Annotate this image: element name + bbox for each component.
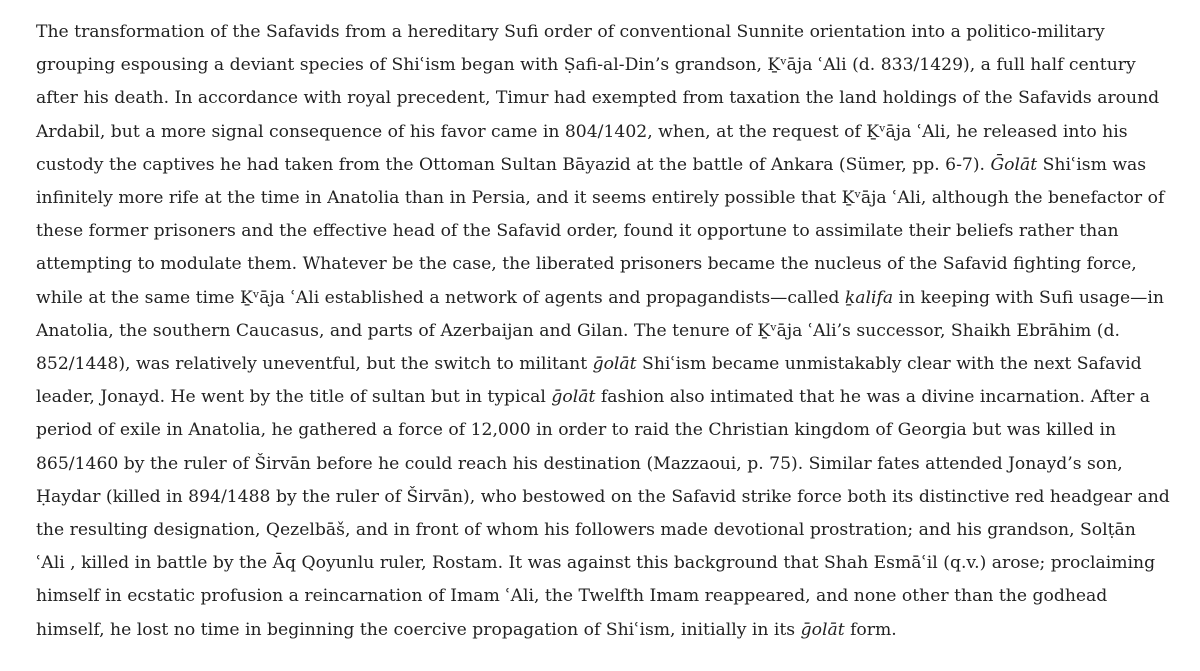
paragraph-line	[36, 315, 1176, 348]
paragraph-line	[36, 614, 1176, 647]
text-segment: infinitely more rife at the time in Anatolia than in Persia, and it seems entirely possible that Ḵᵛāja ʿAli, although the benefactor of	[36, 188, 1165, 209]
text-segment: 852/1448), was relatively uneventful, but the switch to militant	[36, 354, 593, 375]
paragraph-line	[36, 514, 1176, 547]
text-segment: the resulting designation, Qezelbāš, and in front of whom his followers made devotional prostration; and his grandson, Solṭān	[36, 520, 1136, 541]
article-paragraph	[36, 16, 1176, 647]
text-segment: The transformation of the Safavids from a hereditary Sufi order of conventional Sunnite orientation into a politico-military	[36, 22, 1105, 42]
paragraph-line	[36, 116, 1176, 149]
text-segment: Ḥaydar (killed in 894/1488 by the ruler of Širvān), who bestowed on the Safavid strike force both its distinctive red headgear and	[36, 486, 1170, 507]
text-segment: ʿAli , killed in battle by the Āq Qoyunlu ruler, Rostam. It was against this background that Shah Esmāʿil (q.v.) arose; proclaiming	[36, 553, 1156, 574]
text-segment: himself in ecstatic profusion a reincarnation of Imam ʿAli, the Twelfth Imam reappeared, and none other than the godhead	[36, 586, 1108, 607]
italic-term: Ḡolāt	[990, 154, 1038, 175]
paragraph-line	[36, 414, 1176, 447]
italic-term: ḡolāt	[551, 387, 596, 408]
italic-term: ḡolāt	[592, 354, 637, 375]
paragraph-line	[36, 282, 1176, 315]
text-segment: fashion also intimated that he was a divine incarnation. After a	[595, 387, 1151, 408]
paragraph-line	[36, 481, 1176, 514]
paragraph-line	[36, 448, 1176, 481]
text-segment: grouping espousing a deviant species of Shiʿism began with Ṣafi-al-Din’s grandson, Ḵᵛāja ʿAli (d. 833/1429), a full half century	[36, 55, 1136, 76]
text-segment: after his death. In accordance with royal precedent, Timur had exempted from taxation the land holdings of the Safavids around	[36, 88, 1160, 109]
text-segment: Shiʿism was	[1037, 154, 1147, 175]
text-segment: leader, Jonayd. He went by the title of sultan but in typical	[36, 387, 552, 408]
text-segment: himself, he lost no time in beginning the coercive propagation of Shiʿism, initially in its	[36, 619, 801, 640]
paragraph-line	[36, 82, 1176, 115]
text-segment: form.	[844, 619, 897, 640]
text-segment: custody the captives he had taken from the Ottoman Sultan Bāyazid at the battle of Ankara (Sümer, pp. 6-7).	[36, 154, 991, 175]
paragraph-line	[36, 149, 1176, 182]
text-segment: Shiʿism became unmistakably clear with the next Safavid	[636, 354, 1142, 375]
paragraph-line	[36, 182, 1176, 215]
paragraph-line	[36, 547, 1176, 580]
text-segment: period of exile in Anatolia, he gathered a force of 12,000 in order to raid the Christian kingdom of Georgia but was killed in	[36, 420, 1117, 441]
text-segment: attempting to modulate them. Whatever be the case, the liberated prisoners became the nucleus of the Safavid fighting force,	[36, 254, 1137, 275]
italic-term: ḡolāt	[800, 619, 845, 640]
paragraph-line	[36, 215, 1176, 248]
italic-term: ḵalifa	[844, 287, 894, 308]
paragraph-line	[36, 49, 1176, 82]
paragraph-line	[36, 381, 1176, 414]
text-segment: these former prisoners and the effective head of the Safavid order, found it opportune to assimilate their beliefs rather than	[36, 221, 1119, 242]
paragraph-line	[36, 348, 1176, 381]
paragraph-line	[36, 248, 1176, 281]
text-segment: 865/1460 by the ruler of Širvān before he could reach his destination (Mazzaoui, p. 75). Similar fates attended Jonayd’s son,	[36, 453, 1123, 474]
paragraph-line	[36, 16, 1176, 49]
text-segment: Ardabil, but a more signal consequence of his favor came in 804/1402, when, at the request of Ḵᵛāja ʿAli, he released into his	[36, 121, 1128, 142]
paragraph-line	[36, 580, 1176, 613]
text-segment: in keeping with Sufi usage—in	[893, 287, 1164, 308]
text-segment: Anatolia, the southern Caucasus, and parts of Azerbaijan and Gilan. The tenure of Ḵᵛāja ʿAli’s successor, Shaikh Ebrāhim (d.	[36, 320, 1120, 341]
text-segment: while at the same time Ḵᵛāja ʿAli established a network of agents and propagandists—called	[36, 287, 845, 308]
